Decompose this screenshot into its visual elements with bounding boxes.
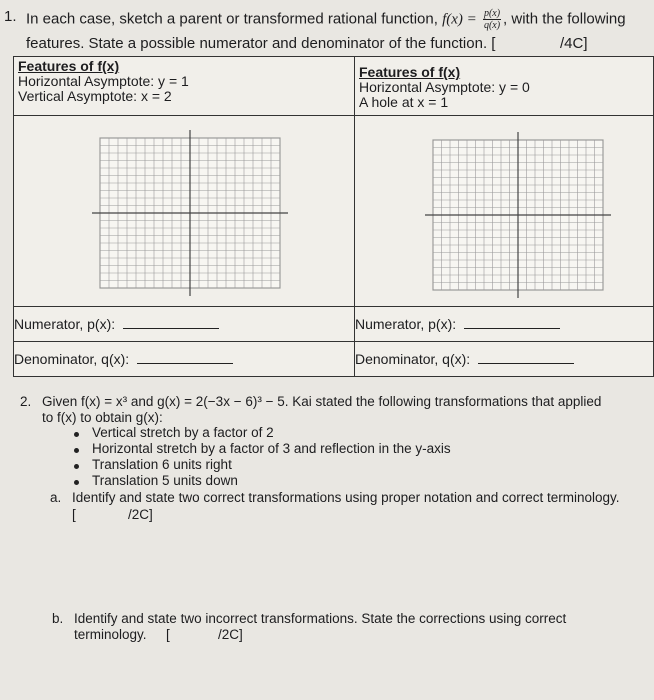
question-2-line-1: Given f(x) = x³ and g(x) = 2(−3x − 6)³ − 5. Kai stated the following transformations that applied (42, 394, 602, 409)
left-feature-vertical-asymptote: Vertical Asymptote: x = 2 (18, 88, 172, 104)
part-b-marks-bracket: [ (166, 627, 170, 642)
question-1-marks: /4C] (560, 35, 588, 52)
part-a-label: a. (50, 490, 62, 505)
left-numerator-cell (14, 307, 355, 342)
right-feature-horizontal-asymptote: Horizontal Asymptote: y = 0 (359, 79, 530, 95)
question-1-number: 1. (4, 8, 17, 25)
right-numerator-cell (355, 307, 654, 342)
bullet-item: Vertical stretch by a factor of 2 (92, 425, 274, 440)
question-2-number: 2. (20, 394, 32, 409)
question-2-line-2: to f(x) to obtain g(x): (42, 410, 163, 425)
right-numerator-label: Numerator, p(x): (355, 316, 457, 332)
part-a-marks: /2C] (128, 507, 153, 522)
left-feature-horizontal-asymptote: Horizontal Asymptote: y = 1 (18, 73, 189, 89)
right-features-heading: Features of f(x) (359, 64, 461, 80)
left-coordinate-grid[interactable] (90, 128, 290, 298)
right-denominator-cell (355, 342, 654, 377)
part-a-text: Identify and state two correct transformations using proper notation and correct terminology. (72, 490, 620, 505)
fraction-denominator: q(x) (483, 20, 501, 31)
question-1-intro-text: In each case, sketch a parent or transformed rational function, (26, 10, 438, 28)
left-features-heading: Features of f(x) (18, 58, 120, 74)
question-1-line-2: features. State a possible numerator and denominator of the function. [ (26, 35, 496, 52)
question-1-intro-end: , with the following (503, 10, 626, 28)
part-b-text: Identify and state two incorrect transformations. State the corrections using correct (74, 611, 567, 626)
bullet-dot (74, 448, 79, 453)
bullet-item: Translation 6 units right (92, 457, 232, 472)
part-b-marks: /2C] (218, 627, 243, 642)
right-graph-cell (355, 116, 654, 307)
bullet-dot (74, 480, 79, 485)
right-features-cell (355, 57, 654, 116)
left-features-cell (14, 57, 355, 116)
question-1-intro (26, 8, 626, 31)
bullet-dot (74, 432, 79, 437)
left-numerator-blank[interactable] (123, 316, 219, 329)
right-features (355, 57, 653, 112)
function-notation: f(x) = (442, 11, 477, 28)
bullet-item: Translation 5 units down (92, 473, 238, 488)
left-graph-cell (14, 116, 355, 307)
right-denominator-blank[interactable] (478, 351, 574, 364)
right-denominator-label: Denominator, q(x): (355, 351, 471, 367)
right-numerator-blank[interactable] (464, 316, 560, 329)
left-features (14, 57, 354, 106)
part-b-label: b. (52, 611, 64, 626)
bullet-dot (74, 464, 79, 469)
bullet-item: Horizontal stretch by a factor of 3 and reflection in the y-axis (92, 441, 451, 456)
left-denominator-cell (14, 342, 355, 377)
fraction-numerator: p(x) (483, 8, 501, 19)
left-denominator-label: Denominator, q(x): (14, 351, 130, 367)
left-denominator-blank[interactable] (137, 351, 233, 364)
question-1-table (13, 56, 654, 377)
part-b-text-2: terminology. (74, 627, 147, 642)
part-a-marks-bracket: [ (72, 507, 76, 522)
right-coordinate-grid[interactable] (423, 130, 613, 300)
right-feature-hole: A hole at x = 1 (359, 94, 449, 110)
rational-fraction (483, 8, 501, 31)
left-numerator-label: Numerator, p(x): (14, 316, 116, 332)
